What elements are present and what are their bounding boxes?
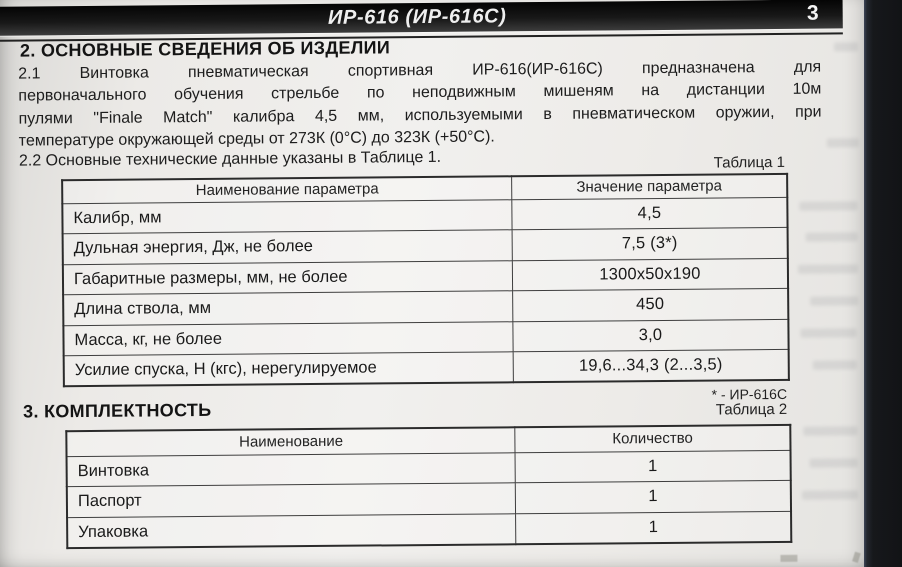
print-bleed-mark <box>802 490 858 499</box>
item-name: Паспорт <box>67 483 516 517</box>
column-header: Значение параметра <box>512 174 788 199</box>
param-name: Масса, кг, не более <box>63 321 513 355</box>
table-row <box>67 511 791 548</box>
param-name: Калибр, мм <box>62 199 512 233</box>
param-value: 450 <box>513 288 789 321</box>
paragraph-2-1 <box>18 57 822 154</box>
paragraph-line: пулями "Finale Match" калибра 4,5 мм, используемыми в пневматическом оружии, при <box>18 103 822 128</box>
column-header: Наименование параметра <box>62 176 512 203</box>
param-name: Габаритные размеры, мм, не более <box>63 260 513 294</box>
param-value: 7,5 (3*) <box>512 227 788 260</box>
print-bleed-mark <box>810 458 858 467</box>
param-name: Длина ствола, мм <box>63 291 513 325</box>
param-value: 19,6...34,3 (2...3,5) <box>513 349 789 382</box>
photo-background-edge <box>864 0 902 567</box>
print-bleed-mark <box>813 360 857 369</box>
table-2-label: Таблица 2 <box>715 400 788 419</box>
print-bleed-mark <box>799 201 857 211</box>
column-header: Наименование <box>66 427 515 456</box>
item-qty: 1 <box>515 450 790 483</box>
print-bleed-mark <box>806 232 858 241</box>
param-value: 1300х50х190 <box>512 258 788 291</box>
param-name: Дульная энергия, Дж, не более <box>63 230 513 264</box>
print-bleed-mark <box>800 328 856 337</box>
page-header-bar <box>0 0 843 36</box>
table-1-specs <box>61 173 790 387</box>
table-row <box>64 349 789 386</box>
print-bleed-mark <box>810 296 858 305</box>
print-bleed-mark <box>803 426 857 435</box>
param-value: 3,0 <box>513 319 789 352</box>
item-name: Упаковка <box>67 513 516 547</box>
paragraph-line: температуре окружающей среды от 273К (0°С) до 323К (+50°С). <box>18 128 495 150</box>
print-bleed-mark <box>798 264 858 274</box>
paragraph-line: 2.1 Винтовка пневматическая спортивная ИР-616(ИР-616С) предназначена для <box>18 58 822 83</box>
table-2-contents <box>65 424 792 549</box>
item-qty: 1 <box>516 480 791 513</box>
page-smudge <box>852 552 861 563</box>
column-header: Количество <box>515 425 790 452</box>
print-bleed-mark <box>834 42 858 51</box>
item-name: Винтовка <box>67 452 516 486</box>
paragraph-line: первоначального обучения стрельбе по неподвижным мишеням на дистанции 10м <box>18 80 822 105</box>
document-title: ИР-616 (ИР-616С) <box>327 5 507 29</box>
table-1-label: Таблица 1 <box>713 153 786 172</box>
param-value: 4,5 <box>512 197 788 230</box>
page-number: 3 <box>806 1 819 25</box>
page-smudge <box>780 555 797 562</box>
table-1-footnote: * - ИР-616С <box>711 385 788 403</box>
section-2-heading: 2. ОСНОВНЫЕ СВЕДЕНИЯ ОБ ИЗДЕЛИИ <box>19 37 391 61</box>
print-bleed-mark <box>827 138 859 147</box>
paragraph-2-2: 2.2 Основные технические данные указаны в Таблице 1. <box>18 148 442 170</box>
section-3-heading: 3. КОМПЛЕКТНОСТЬ <box>23 399 212 422</box>
item-qty: 1 <box>516 511 791 544</box>
param-name: Усилие спуска, Н (кгс), нерегулируемое <box>64 352 514 386</box>
